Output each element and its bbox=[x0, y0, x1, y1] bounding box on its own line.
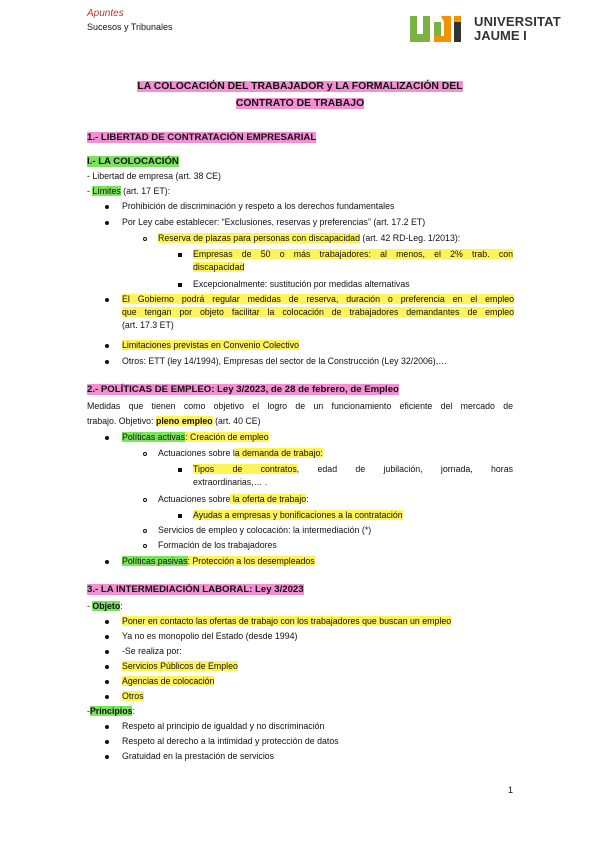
s2-circle-2: Actuaciones sobre la oferta de trabajo: bbox=[158, 494, 309, 504]
s3-bullet-2: Ya no es monopolio del Estado (desde 1994) bbox=[122, 631, 298, 641]
s3-bullet-1: Poner en contacto las ofertas de trabajo con los trabajadores que buscan un empleo bbox=[122, 616, 452, 626]
s2-para-1: Medidas que tienen como objetivo el logro de un funcionamiento eficiente del mercado de bbox=[87, 401, 513, 411]
square-bullet-icon bbox=[178, 283, 182, 287]
bullet-icon bbox=[105, 665, 109, 669]
bullet-icon bbox=[105, 560, 109, 564]
circle-bullet-icon bbox=[143, 498, 147, 502]
section-2-heading bbox=[87, 383, 399, 396]
circle-bullet-icon bbox=[143, 452, 147, 456]
s1-circle-1: Reserva de plazas para personas con discapacidad (art. 42 RD-Leg. 1/2013): bbox=[158, 233, 461, 243]
s3-principios: -Principios: bbox=[87, 706, 135, 716]
s1-bullet-1: Prohibición de discriminación y respeto a los derechos fundamentales bbox=[122, 201, 395, 211]
s1-bullet-5: Otros: ETT (ley 14/1994), Empresas del sector de la Construcción (Ley 32/2006),… bbox=[122, 356, 447, 366]
circle-bullet-icon bbox=[143, 529, 147, 533]
logo-text-1: UNIVERSITAT bbox=[474, 14, 561, 29]
section-1-subheading-text: I.- LA COLOCACIÓN bbox=[87, 156, 179, 167]
square-bullet-icon bbox=[178, 253, 182, 257]
s2-circle-1: Actuaciones sobre la demanda de trabajo: bbox=[158, 448, 323, 458]
limites-highlight: Límites bbox=[92, 186, 121, 196]
s3-principle-3: Gratuidad en la prestación de servicios bbox=[122, 751, 275, 761]
university-logo bbox=[408, 14, 578, 44]
s1-square-1: Empresas de 50 o más trabajadores: al menos, el 2% trab. con discapacidad bbox=[193, 249, 513, 272]
title-text-2: CONTRATO DE TRABAJO bbox=[235, 98, 365, 109]
s2-bullet-2: Políticas pasivas: Protección a los desempleados bbox=[122, 556, 315, 566]
s2-bullet-1: Políticas activas: Creación de empleo bbox=[122, 432, 269, 442]
title-line-1 bbox=[0, 81, 600, 92]
s2-para-2: trabajo. Objetivo: pleno empleo (art. 40 CE) bbox=[87, 416, 261, 426]
section-3-heading-text: 3.- LA INTERMEDIACIÓN LABORAL: Ley 3/2023 bbox=[87, 584, 304, 595]
s3-principle-1: Respeto al principio de igualdad y no discriminación bbox=[122, 721, 325, 731]
logo-text-2: JAUME I bbox=[474, 28, 527, 43]
s3-bullet-6: Otros bbox=[122, 691, 144, 701]
section-1-subheading bbox=[87, 155, 179, 168]
circle-bullet-icon bbox=[143, 544, 147, 548]
uji-logo-icon bbox=[408, 14, 470, 44]
bullet-icon bbox=[105, 436, 109, 440]
bullet-icon bbox=[105, 725, 109, 729]
header-course: Sucesos y Tribunales bbox=[87, 22, 173, 32]
bullet-icon bbox=[105, 360, 109, 364]
square-bullet-icon bbox=[178, 468, 182, 472]
s1-bullet-4: Limitaciones previstas en Convenio Colectivo bbox=[122, 340, 300, 350]
title-line-2 bbox=[0, 98, 600, 109]
bullet-icon bbox=[105, 650, 109, 654]
circle-bullet-icon bbox=[143, 237, 147, 241]
s1-line-1: - Libertad de empresa (art. 38 CE) bbox=[87, 171, 221, 181]
bullet-icon bbox=[105, 680, 109, 684]
bullet-icon bbox=[105, 695, 109, 699]
header-apuntes: Apuntes bbox=[87, 8, 124, 19]
bullet-icon bbox=[105, 755, 109, 759]
s2-square-2: Ayudas a empresas y bonificaciones a la contratación bbox=[193, 510, 403, 520]
bullet-icon bbox=[105, 221, 109, 225]
square-bullet-icon bbox=[178, 514, 182, 518]
s2-square-1: Tipos de contratos, edad de jubilación, jornada, horas extraordinarias,… . bbox=[193, 464, 513, 487]
s1-bullet-2: Por Ley cabe establecer: “Exclusiones, reservas y preferencias” (art. 17.2 ET) bbox=[122, 217, 426, 227]
s2-circle-4: Formación de los trabajadores bbox=[158, 540, 277, 550]
s1-line-2: - Límites (art. 17 ET): bbox=[87, 186, 171, 196]
s3-bullet-4: Servicios Públicos de Empleo bbox=[122, 661, 238, 671]
bullet-icon bbox=[105, 298, 109, 302]
s3-principle-2: Respeto al derecho a la intimidad y protección de datos bbox=[122, 736, 339, 746]
section-1-heading-text: 1.- LIBERTAD DE CONTRATACIÓN EMPRESARIAL bbox=[87, 132, 317, 143]
section-2-heading-text: 2.- POLÍTICAS DE EMPLEO: Ley 3/2023, de 28 de febrero, de Empleo bbox=[87, 384, 399, 395]
page-number: 1 bbox=[508, 785, 514, 795]
s3-bullet-3: -Se realiza por: bbox=[122, 646, 182, 656]
s1-bullet-3: El Gobierno podrá regular medidas de reserva, duración o preferencia en el empleo que tengan por objeto facilitar la colocación de trabajadores demandantes de empleo (art. 17.3 ET) bbox=[122, 294, 514, 330]
s3-bullet-5: Agencias de colocación bbox=[122, 676, 215, 686]
bullet-icon bbox=[105, 205, 109, 209]
title-text-1: LA COLOCACIÓN DEL TRABAJADOR y LA FORMALIZACIÓN DEL bbox=[137, 81, 463, 92]
section-1-heading bbox=[87, 131, 316, 144]
bullet-icon bbox=[105, 635, 109, 639]
bullet-icon bbox=[105, 740, 109, 744]
s2-circle-3: Servicios de empleo y colocación: la intermediación (*) bbox=[158, 525, 372, 535]
bullet-icon bbox=[105, 344, 109, 348]
s3-objeto: - Objeto: bbox=[87, 601, 123, 611]
bullet-icon bbox=[105, 620, 109, 624]
s1-square-2: Excepcionalmente: sustitución por medidas alternativas bbox=[193, 279, 410, 289]
section-3-heading bbox=[87, 583, 304, 596]
